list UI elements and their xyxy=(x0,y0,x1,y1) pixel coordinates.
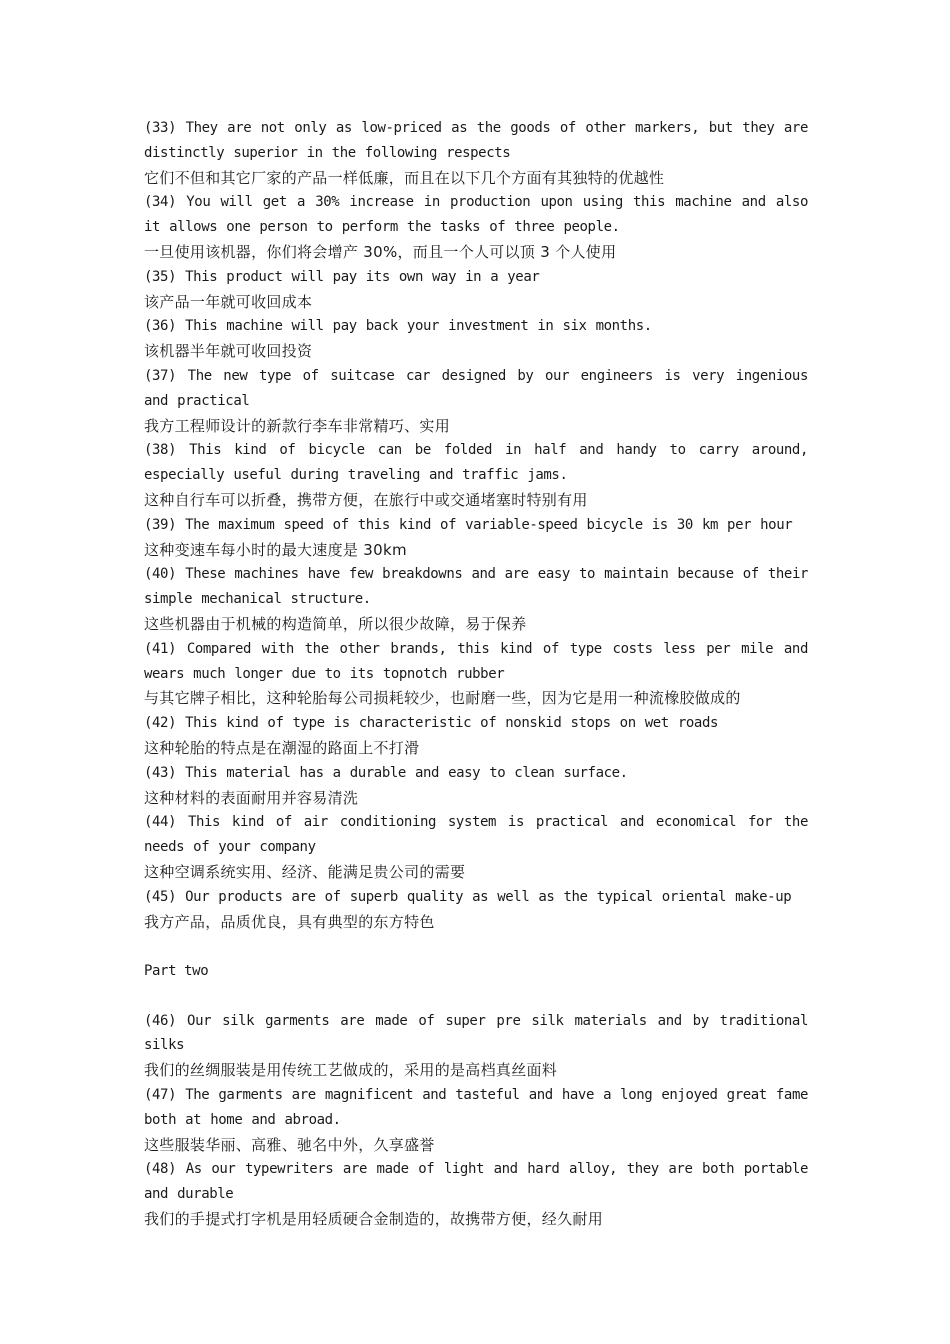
chinese-translation: 一旦使用该机器，你们将会增产 30%，而且一个人可以顶 3 个人使用 xyxy=(144,242,617,261)
section-heading: Part two xyxy=(144,963,209,980)
sentence-pair-46 xyxy=(144,1009,808,1083)
chinese-translation: 这些机器由于机械的构造简单，所以很少故障，易于保养 xyxy=(144,614,527,633)
sentence-pair-40 xyxy=(144,562,808,636)
chinese-translation: 我方工程师设计的新款行李车非常精巧、实用 xyxy=(144,416,451,435)
sentence-pair-44 xyxy=(144,810,808,884)
english-sentence: (42) This kind of type is characteristic of nonskid stops on wet roads xyxy=(144,715,719,732)
chinese-translation: 该产品一年就可收回成本 xyxy=(144,292,313,311)
english-sentence: (37) The new type of suitcase car designed by our engineers is very ingenious and practical xyxy=(144,367,808,409)
english-sentence: (34) You will get a 30% increase in production upon using this machine and also it allows one person to perform the tasks of three people. xyxy=(144,194,808,236)
english-sentence: (41) Compared with the other brands, this kind of type costs less per mile and wears much longer due to its topnotch rubber xyxy=(144,640,808,682)
chinese-translation: 它们不但和其它厂家的产品一样低廉，而且在以下几个方面有其独特的优越性 xyxy=(144,168,665,187)
sentence-pair-41 xyxy=(144,637,808,711)
sentence-pair-34 xyxy=(144,190,808,264)
english-sentence: (40) These machines have few breakdowns and are easy to maintain because of their simple mechanical structure. xyxy=(144,566,808,608)
chinese-translation: 这种变速车每小时的最大速度是 30km xyxy=(144,540,407,559)
chinese-translation: 这种自行车可以折叠，携带方便，在旅行中或交通堵塞时特别有用 xyxy=(144,490,588,509)
english-sentence: (39) The maximum speed of this kind of variable-speed bicycle is 30 km per hour xyxy=(144,516,793,533)
english-sentence: (36) This machine will pay back your investment in six months. xyxy=(144,318,652,335)
sentence-pair-47 xyxy=(144,1083,808,1157)
english-sentence: (43) This material has a durable and easy to clean surface. xyxy=(144,764,628,781)
english-sentence: (35) This product will pay its own way in a year xyxy=(144,268,540,285)
english-sentence: (48) As our typewriters are made of light and hard alloy, they are both portable and durable xyxy=(144,1161,808,1203)
english-sentence: (38) This kind of bicycle can be folded in half and handy to carry around, especially useful during traveling and traffic jams. xyxy=(144,442,808,484)
chinese-translation: 这种空调系统实用、经济、能满足贵公司的需要 xyxy=(144,862,466,881)
sentence-pair-43 xyxy=(144,761,808,811)
document-page xyxy=(144,116,808,1232)
sentence-pair-38 xyxy=(144,438,808,512)
chinese-translation: 我方产品，品质优良，具有典型的东方特色 xyxy=(144,912,435,931)
chinese-translation: 我们的手提式打字机是用轻质硬合金制造的，故携带方便，经久耐用 xyxy=(144,1210,604,1229)
sentence-pair-33 xyxy=(144,116,808,190)
chinese-translation: 与其它牌子相比，这种轮胎每公司损耗较少，也耐磨一些，因为它是用一种流橡胶做成的 xyxy=(144,689,741,708)
sentence-pair-37 xyxy=(144,364,808,438)
chinese-translation: 这种材料的表面耐用并容易清洗 xyxy=(144,788,359,807)
sentence-pair-39 xyxy=(144,513,808,563)
part-two-list xyxy=(144,1009,808,1232)
part-one-list xyxy=(144,116,808,934)
sentence-pair-45 xyxy=(144,885,808,935)
sentence-pair-35 xyxy=(144,265,808,315)
chinese-translation: 这种轮胎的特点是在潮湿的路面上不打滑 xyxy=(144,738,420,757)
english-sentence: (47) The garments are magnificent and tasteful and have a long enjoyed great fame both at home and abroad. xyxy=(144,1087,808,1128)
english-sentence: (45) Our products are of superb quality as well as the typical oriental make-up xyxy=(144,888,792,905)
chinese-translation: 我们的丝绸服装是用传统工艺做成的，采用的是高档真丝面料 xyxy=(144,1061,558,1080)
sentence-pair-48 xyxy=(144,1157,808,1231)
english-sentence: (33) They are not only as low-priced as the goods of other markers, but they are distinctly superior in the following respects xyxy=(144,120,808,161)
chinese-translation: 该机器半年就可收回投资 xyxy=(144,342,313,361)
sentence-pair-42 xyxy=(144,711,808,761)
english-sentence: (46) Our silk garments are made of super pre silk materials and by traditional silks xyxy=(144,1012,808,1054)
chinese-translation: 这些服装华丽、高雅、驰名中外，久享盛誉 xyxy=(144,1135,435,1154)
sentence-pair-36 xyxy=(144,314,808,364)
english-sentence: (44) This kind of air conditioning system is practical and economical for the needs of your company xyxy=(144,814,808,856)
